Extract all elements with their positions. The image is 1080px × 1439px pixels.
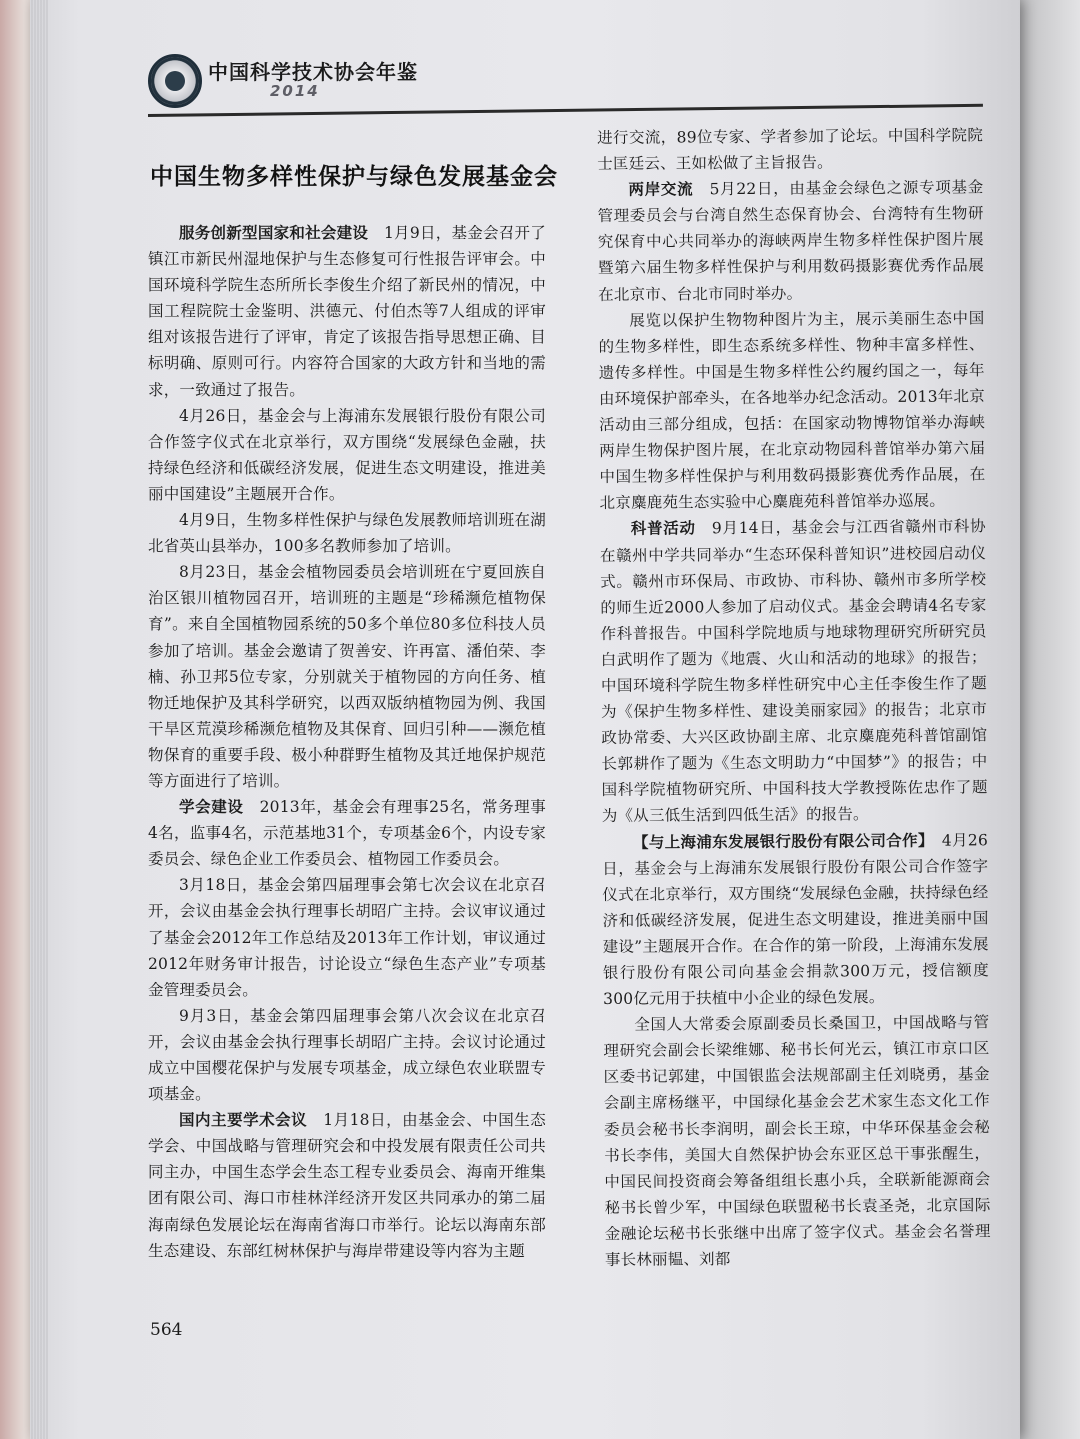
paragraph-text: 展览以保护生物物种图片为主，展示美丽生态中国的生物多样性，即生态系统多样性、物种丰富多样性、遗传多样性。中国是生物多样性公约履约国之一，每年由环境保护部牵头，在各地举办纪念活动。2013年北京活动由三部分组成，包括：在国家动物博物馆举办海峡两岸生物保护图片展，在北京动物园科普馆举办第六届中国生物多样性保护与利用数码摄影赛优秀作品展，在北京麋鹿苑生态实验中心麋鹿苑科普馆举办巡展。: [598, 308, 986, 513]
section-lead: 两岸交流: [628, 180, 694, 199]
paragraph: [600, 514, 988, 830]
paragraph: [148, 507, 546, 559]
paragraph: [148, 559, 546, 794]
paragraph-text: 4月9日，生物多样性保护与绿色发展教师培训班在湖北省英山县举办，100多名教师参加了培训。: [148, 511, 546, 556]
right-column: [597, 122, 991, 1273]
article-title: 中国生物多样性保护与绿色发展基金会: [150, 164, 558, 190]
paragraph-text: 4月26日，基金会与上海浦东发展银行股份有限公司合作签字仪式在北京举行，双方围绕“发展绿色金融，扶持绿色经济和低碳经济发展，促进生态文明建设，推进美丽中国建设”主题展开合作。: [148, 406, 546, 503]
page-number: 564: [150, 1320, 183, 1340]
paragraph-text: 9月14日，基金会与江西省赣州市科协在赣州中学共同举办“生态环保科普知识”进校园启动仪式。赣州市环保局、市政协、市科协、赣州市多所学校的师生近2000人参加了启动仪式。基金会聘请4名专家作科普报告。中国科学院地质与地球物理研究所研究员白武明作了题为《地震、火山和活动的地球》的报告；中国环境科学院生物多样性研究中心主任李俊生作了题为《保护生物多样性、建设美丽家园》的报告；北京市政协常委、大兴区政协副主席、北京麋鹿苑科普馆副馆长郭耕作了题为《生态文明助力“中国梦”》的报告；中国科学院植物研究所、中国科技大学教授陈佐忠作了题为《从三低生活到四低生活》的报告。: [599, 517, 988, 826]
page-edge: [30, 0, 48, 1439]
paragraph-text: 全国人大常委会原副委员长桑国卫，中国战略与管理研究会副会长梁维娜、秘书长何光云，镇江市京口区区委书记郭建，中国银监会法规部副主任刘晓勇，基金会副主席杨继平，中国绿化基金会艺术家生态文化工作委员会秘书长李润明，副会长王琼，中华环保基金会秘书长李伟，美国大自然保护协会东亚区总干事张醒生，中国民间投资商会筹备组组长惠小兵，全联新能源商会秘书长曾少军，中国绿色联盟秘书长袁圣尧，北京国际金融论坛秘书长张继中出席了签字仪式。基金会名誉理事长林丽韫、刘都: [603, 1013, 991, 1270]
paragraph-text: 9月3日，基金会第四届理事会第八次会议在北京召开，会议由基金会执行理事长胡昭广主持。会议讨论通过成立中国樱花保护与发展专项基金，成立绿色农业联盟专项基金。: [148, 1006, 546, 1104]
paragraph: [148, 403, 546, 507]
paragraph-text: 5月22日，由基金会绿色之源专项基金管理委员会与台湾自然生态保育协会、台湾特有生物研究保育中心共同举办的海峡两岸生物多样性保护图片展暨第六届生物多样性保护与利用数码摄影赛优秀作品展在北京市、台北市同时举办。: [597, 178, 985, 304]
paragraph: [148, 1107, 546, 1264]
paragraph: [148, 1003, 546, 1107]
section-lead: 服务创新型国家和社会建设: [179, 224, 369, 242]
paragraph: [148, 872, 546, 1002]
paragraph: [597, 174, 984, 307]
paragraph: [603, 1009, 991, 1273]
section-lead: 学会建设: [179, 798, 244, 817]
paragraph-text: 1月9日，基金会召开了镇江市新民州湿地保护与生态修复可行性报告评审会。中国环境科学院生态所所长李俊生介绍了新民州的情况，中国工程院院士金鉴明、洪德元、付伯杰等7人组成的评审组对该报告进行了评审，肯定了该报告指导思想正确、目标明确、原则可行。内容符合国家的大政方针和当地的需求，一致通过了报告。: [148, 224, 546, 399]
section-lead: 国内主要学术会议: [179, 1111, 308, 1130]
paragraph: [602, 827, 989, 1012]
paragraph-text: 8月23日，基金会植物园委员会培训班在宁夏回族自治区银川植物园召开，培训班的主题是“珍稀濒危植物保育”。来自全国植物园系统的50多个单位80多位科技人员参加了培训。基金会邀请了贺善安、许再富、潘伯荣、李楠、孙卫邦5位专家，分别就关于植物园的方向任务、植物迁地保护及其科学研究，以西双版纳植物园为例、我国干旱区荒漠珍稀濒危植物及其保育、回归引种——濒危植物保育的重要手段、极小种群野生植物及其迁地保护规范等方面进行了培训。: [148, 563, 546, 790]
yearbook-title: 中国科学技术协会年鉴: [208, 60, 418, 84]
paragraph-text: 进行交流，89位专家、学者参加了论坛。中国科学院院士匡廷云、王如松做了主旨报告。: [597, 126, 984, 174]
paragraph-text: 3月18日，基金会第四届理事会第七次会议在北京召开，会议由基金会执行理事长胡昭广主持。会议审议通过了基金会2012年工作总结及2013年工作计划，审议通过2012年财务审计报告，讨论设立“绿色生态产业”专项基金管理委员会。: [148, 876, 546, 999]
cast-logo-icon: [148, 54, 202, 108]
section-lead: 科普活动: [630, 519, 696, 539]
paragraph-text: 4月26日，基金会与上海浦东发展银行股份有限公司合作签字仪式在北京举行，双方围绕“发展绿色金融，扶持绿色经济和低碳经济发展，促进生态文明建设，推进美丽中国建设”主题展开合作。在合作的第一阶段，上海浦东发展银行股份有限公司向基金会捐款300万元，授信额度300亿元用于扶植中小企业的绿色发展。: [602, 830, 989, 1009]
paragraph: [148, 220, 546, 403]
left-column: [148, 220, 546, 1264]
paragraph-text: 2013年，基金会有理事25名，常务理事4名，监事4名，示范基地31个，专项基金6个，内设专家委员会、绿色企业工作委员会、植物园工作委员会。: [148, 798, 546, 869]
paragraph: [598, 305, 985, 516]
paragraph: [597, 122, 983, 177]
paragraph: [148, 794, 546, 872]
paragraph-text: 1月18日，由基金会、中国生态学会、中国战略与管理研究会和中投发展有限责任公司共同主办，中国生态学会生态工程专业委员会、海南开维集团有限公司、海口市桂林洋经济开发区共同承办的第二届海南绿色发展论坛在海南省海口市举行。论坛以海南东部生态建设、东部红树林保护与海岸带建设等内容为主题: [148, 1111, 546, 1260]
header-rule: [148, 104, 983, 117]
yearbook-year: 2014: [270, 82, 320, 100]
section-lead: 【与上海浦东发展银行股份有限公司合作】: [632, 831, 927, 852]
running-header: [148, 44, 988, 124]
